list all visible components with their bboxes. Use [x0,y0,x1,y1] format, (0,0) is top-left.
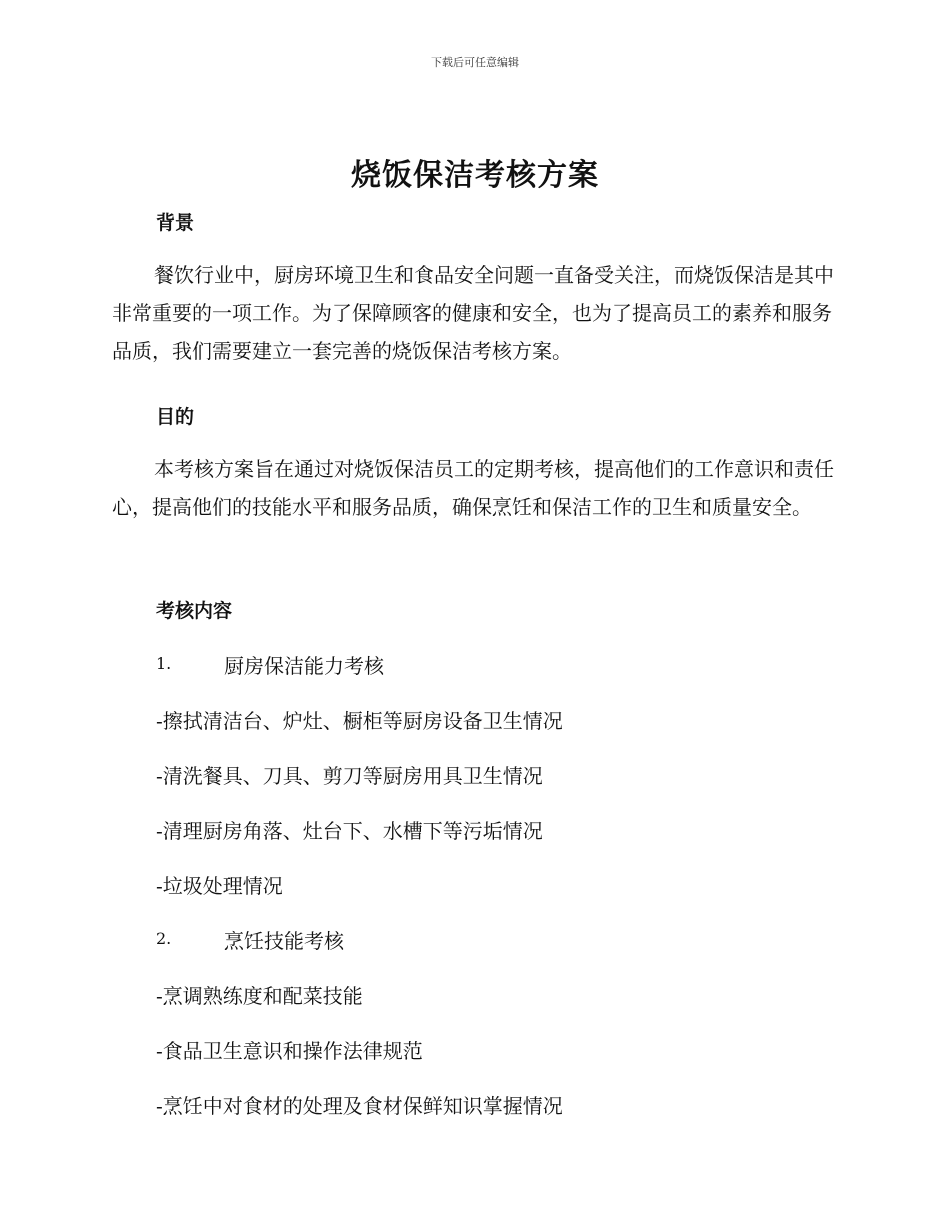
list-item: -擦拭清洁台、炉灶、橱柜等厨房设备卫生情况 [156,709,563,733]
section-heading-purpose: 目的 [156,406,195,428]
paragraph-purpose: 本考核方案旨在通过对烧饭保洁员工的定期考核，提高他们的工作意识和责任心，提高他们的技能水平和服务品质，确保烹饪和保洁工作的卫生和质量安全。 [112,457,834,519]
list-title: 烹饪技能考核 [224,929,344,953]
list-title: 厨房保洁能力考核 [224,654,384,678]
list-item: -食品卫生意识和操作法律规范 [156,1039,423,1063]
list-item: -烹调熟练度和配菜技能 [156,984,363,1008]
paragraph-background: 餐饮行业中，厨房环境卫生和食品安全问题一直备受关注，而烧饭保洁是其中非常重要的一项工作。为了保障顾客的健康和安全，也为了提高员工的素养和服务品质，我们需要建立一套完善的烧饭保洁考核方案。 [112,263,834,363]
list-item: -烹饪中对食材的处理及食材保鲜知识掌握情况 [156,1094,563,1118]
header-note: 下载后可任意编辑 [431,56,519,69]
list-item: -清洗餐具、刀具、剪刀等厨房用具卫生情况 [156,764,543,788]
list-item: -垃圾处理情况 [156,874,283,898]
list-number: 1. [156,654,172,673]
list-item: -清理厨房角落、灶台下、水槽下等污垢情况 [156,819,543,843]
section-heading-background: 背景 [156,212,195,234]
list-number: 2. [156,929,172,948]
section-heading-content: 考核内容 [156,600,233,622]
document-title: 烧饭保洁考核方案 [351,158,599,193]
